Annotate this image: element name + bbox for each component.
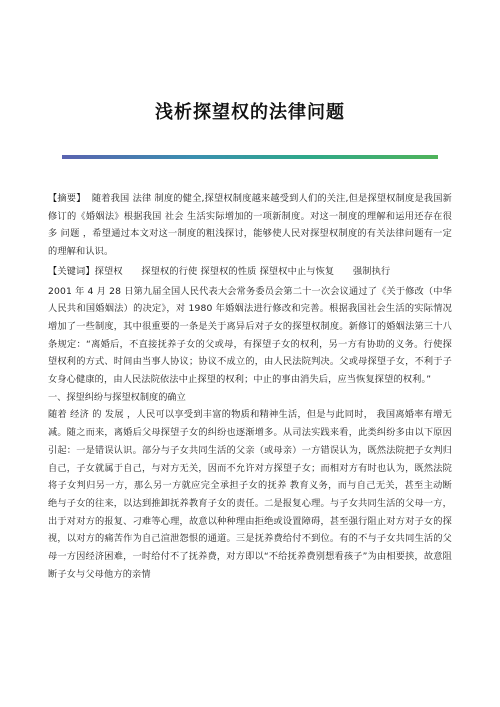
- body-paragraph: 2001 年 4 月 28 日第九届全国人民代表大会常务委员会第二十一次会议通过了《关于修改（中华人民共和国婚姻法）的决定》，对 1980 年婚姻法进行修改和完善。根据我国社会生活的实际情况增加了一些制度，其中很重要的一条是关于离异后对子女的探望权制度。新修订的婚姻法第三十八条规定：“离婚后，不直接抚养子女的父或母，有探望子女的权利，另一方有协助的义务。行使探望权利的方式、时间由当事人协议；协议不成立的，由人民法院判决。父或母探望子女，不利于子女身心健康的，由人民法院依法中止探望的权利；中止的事由消失后，应当恢复探望的权利。”: [48, 285, 452, 386]
- page-title: 浅析探望权的法律问题: [155, 102, 345, 123]
- abstract-label: 【摘要】: [48, 193, 86, 204]
- section-heading: 一、探望纠纷与探望权制度的确立: [48, 391, 186, 403]
- section-paragraph: 随着 经济 的 发展 ，人民可以享受到丰富的物质和精神生活，但是与此同时， 我国离婚率有增无减。随之而来，离婚后父母探望子女的纠纷也逐渐增多。从司法实践来看，此类纠纷多由以下原因引起：一是错误认识。部分与子女共同生活的父亲（或母亲）一方错误认为，既然法院把子女判归自己，子女就属于自己，与对方无关，因而不允许对方探望子女；而相对方有时也认为，既然法院将子女判归另一方，那么另一方就应完全承担子女的抚养 教育义务，而与自己无关，甚至主动断绝与子女的往来，以达到推卸抚养教育子女的责任。二是报复心理。与子女共同生活的父母一方，出于对对方的报复、刁难等心理，故意以种种理由拒绝或设置障碍，甚至强行阻止对方对子女的探视，以对方的痛苦作为自己渲泄怨恨的通道。三是抚养费给付不到位。有的不与子女共同生活的父母一方因经济困难，一时给付不了抚养费，对方即以“不给抚养费别想看孩子”为由相要挟，故意阻断子女与父母他方的亲情: [48, 409, 452, 580]
- keywords-label: 【关键词】: [48, 265, 95, 277]
- abstract-text: 随着我国 法律 制度的健全,探望权制度越来越受到人们的关注,但是探望权制度是我国新修订的《婚姻法》根据我国 社会 生活实际增加的一项新制度。对这一制度的理解和运用还存在很多 问题 ，希望通过本文对这一制度的粗浅探讨，能够使人民对探望权制度的有关法律问题有一定的理解和认识。: [48, 193, 452, 258]
- abstract-paragraph: [48, 190, 452, 261]
- keywords-text: 探望权 探望权的行使 探望权的性质 探望权中止与恢复 强制执行: [94, 265, 391, 277]
- document-body: [48, 190, 452, 583]
- title-divider: [62, 155, 438, 159]
- keywords-paragraph: [48, 263, 452, 281]
